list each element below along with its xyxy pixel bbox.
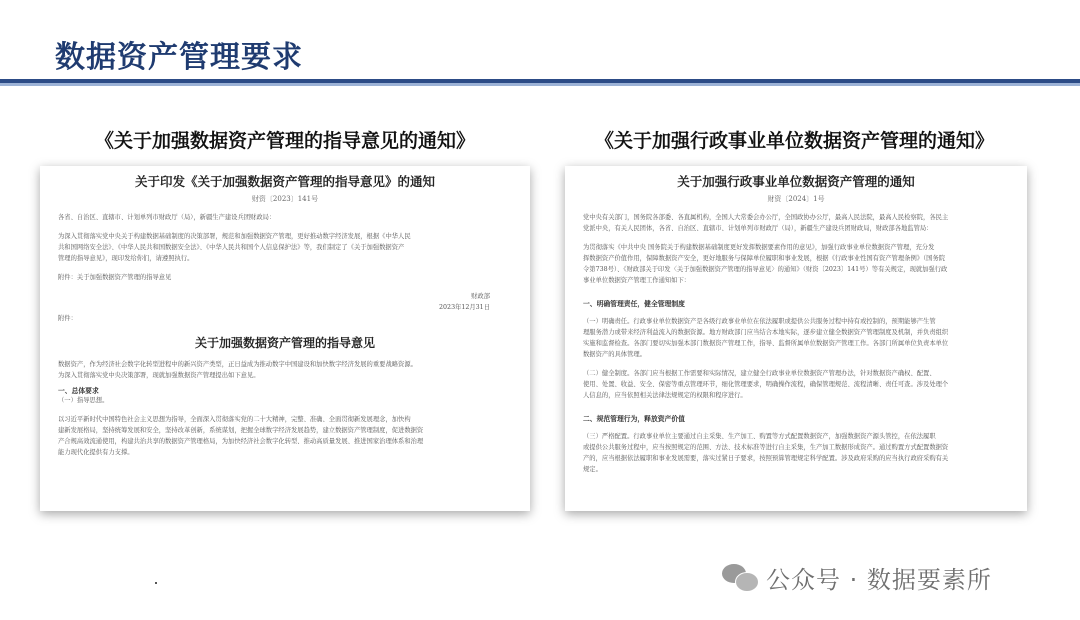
right-line: 党派中央，有关人民团体，各省、自治区、直辖市、计划单列市财政厅（局），新疆生产建设兵团财政局，财政部各地监管局： <box>583 225 933 232</box>
right-page-title: 关于加强行政事业单位数据资产管理的通知 <box>677 174 915 189</box>
title-rule-light <box>0 83 1080 86</box>
right-section-heading: 一、明确管理责任，健全管理制度 <box>583 300 685 308</box>
left-line: 为深入贯彻落实党中央关于构建数据基础制度的决策部署，规范和加强数据资产管理，更好推动数字经济发展，根据《中华人民 <box>58 233 411 240</box>
left-signature: 财政部 <box>471 293 490 300</box>
left-line: 管理的指导意见》，现印发给你们，请遵照执行。 <box>58 255 194 262</box>
left-doc-number: 财资〔2023〕141号 <box>251 195 319 203</box>
right-line: 事业单位数据资产管理工作通知如下： <box>583 277 691 284</box>
wechat-icon <box>722 562 758 592</box>
watermark <box>722 560 992 594</box>
left-page-title: 关于印发《关于加强数据资产管理的指导意见》的通知 <box>134 174 435 189</box>
left-line-addressee: 各省、自治区、直辖市、计划单列市财政厅（局），新疆生产建设兵团财政局： <box>58 214 276 221</box>
right-section-line: 实施和监督检查。各部门要切实加强本部门数据资产管理工作，指导、监督所属单位数据资产管理工作。各部门所属单位负责本单位 <box>583 340 949 347</box>
left-section-line: 产合规高效流通使用，构建共治共享的数据资产管理格局，为加快经济社会数字化转型、推动高质量发展、推进国家治理体系和治理 <box>58 438 424 445</box>
left-line: 共和国网络安全法》、《中华人民共和国数据安全法》、《中华人民共和国个人信息保护法》等，我们制定了《关于加强数据资产 <box>58 244 405 251</box>
left-section-line: 以习近平新时代中国特色社会主义思想为指导，全面深入贯彻落实党的二十大精神，完整、准确、全面贯彻新发展理念，加快构 <box>58 416 411 423</box>
left-inner-title: 关于加强数据资产管理的指导意见 <box>194 336 375 350</box>
right-section-line: （三）严格配置。行政事业单位主要通过自主采集、生产加工、购置等方式配置数据资产，加强数据资产源头管控，在依法履职 <box>583 433 936 440</box>
right-section-line: 或提供公共服务过程中，应当按照规定的范围、方法、技术标准等进行自主采集，生产加工数据形成资产。通过购置方式配置数据资 <box>583 444 949 451</box>
right-section-line: 理服务潜力或带来经济利益流入的数据资源。地方财政部门应当结合本地实际，逐步建立健全数据资产管理制度及机制，并负责组织 <box>583 329 949 336</box>
left-section-line: 建新发展格局，坚持统筹发展和安全，坚持改革创新，系统谋划，把握全球数字经济发展趋势，建立数据资产管理制度，促进数据资 <box>58 427 424 434</box>
right-line: 党中央有关部门，国务院各部委、各直属机构，全国人大常委会办公厅，全国政协办公厅，最高人民法院，最高人民检察院，各民主 <box>583 214 949 221</box>
right-section-heading: 二、规范管理行为，释放资产价值 <box>583 415 685 423</box>
right-line: 令第738号）、《财政部关于印发〈关于加强数据资产管理的指导意见〉的通知》（财资〔2023〕141号）等有关规定，现就加强行政 <box>583 266 948 273</box>
right-section-line: （一）明确责任。行政事业单位数据资产是各级行政事业单位在依法履职或提供公共服务过程中持有或控制的，预期能够产生管 <box>583 318 936 325</box>
left-document-page <box>40 166 530 511</box>
right-doc-heading: 《关于加强行政事业单位数据资产管理的通知》 <box>595 130 995 152</box>
left-section-heading: 一、总体要求 <box>58 387 99 395</box>
left-line-attachment-list: 附件：关于加强数据资产管理的指导意见 <box>58 274 172 281</box>
right-section-line: （二）健全制度。各部门应当根据工作需要和实际情况，建立健全行政事业单位数据资产管理办法，针对数据资产确权、配置、 <box>583 370 936 377</box>
right-line: 挥数据资产价值作用，保障数据资产安全，更好地服务与保障单位履职和事业发展，根据《行政事业性国有资产管理条例》（国务院 <box>583 255 946 262</box>
watermark-text: 公众号 · 数据要素所 <box>766 565 992 594</box>
right-line: 为贯彻落实《中共中央 国务院关于构建数据基础制度更好发挥数据要素作用的意见》，加强行政事业单位数据资产管理，充分发 <box>583 244 935 251</box>
right-section-line: 人信息的，应当依照相关法律法规规定的权限和程序进行。 <box>583 392 747 399</box>
left-body-line: 数据资产，作为经济社会数字化转型进程中的新兴资产类型，正日益成为推动数字中国建设和加快数字经济发展的重要战略资源。 <box>58 361 417 368</box>
left-attachment-label: 附件： <box>58 315 77 322</box>
left-section-line: 能力现代化提供有力支撑。 <box>58 449 134 456</box>
right-section-line: 使用、处置、收益、安全、保密等重点管理环节，细化管理要求，明确操作流程，确保管理规范、流程清晰、责任可查。涉及处理个 <box>583 381 949 388</box>
left-subsection-heading: （一）指导思想。 <box>58 397 109 404</box>
right-section-line: 产的，应当根据依法履职和事业发展需要，落实过紧日子要求，按照预算管理规定科学配置。涉及政府采购的应当执行政府采购有关 <box>583 455 949 462</box>
left-date: 2023年12月31日 <box>439 304 490 311</box>
stray-dot <box>155 582 157 584</box>
right-document-page <box>565 166 1027 511</box>
right-section-line: 数据资产的具体管理。 <box>583 351 646 358</box>
right-section-line: 规定。 <box>583 466 602 473</box>
left-body-line: 为深入贯彻落实党中央决策部署，现就加强数据资产管理提出如下意见。 <box>58 372 260 379</box>
slide-title: 数据资产管理要求 <box>55 40 303 75</box>
left-doc-heading: 《关于加强数据资产管理的指导意见的通知》 <box>95 130 476 152</box>
right-doc-number: 财资〔2024〕1号 <box>767 195 825 203</box>
